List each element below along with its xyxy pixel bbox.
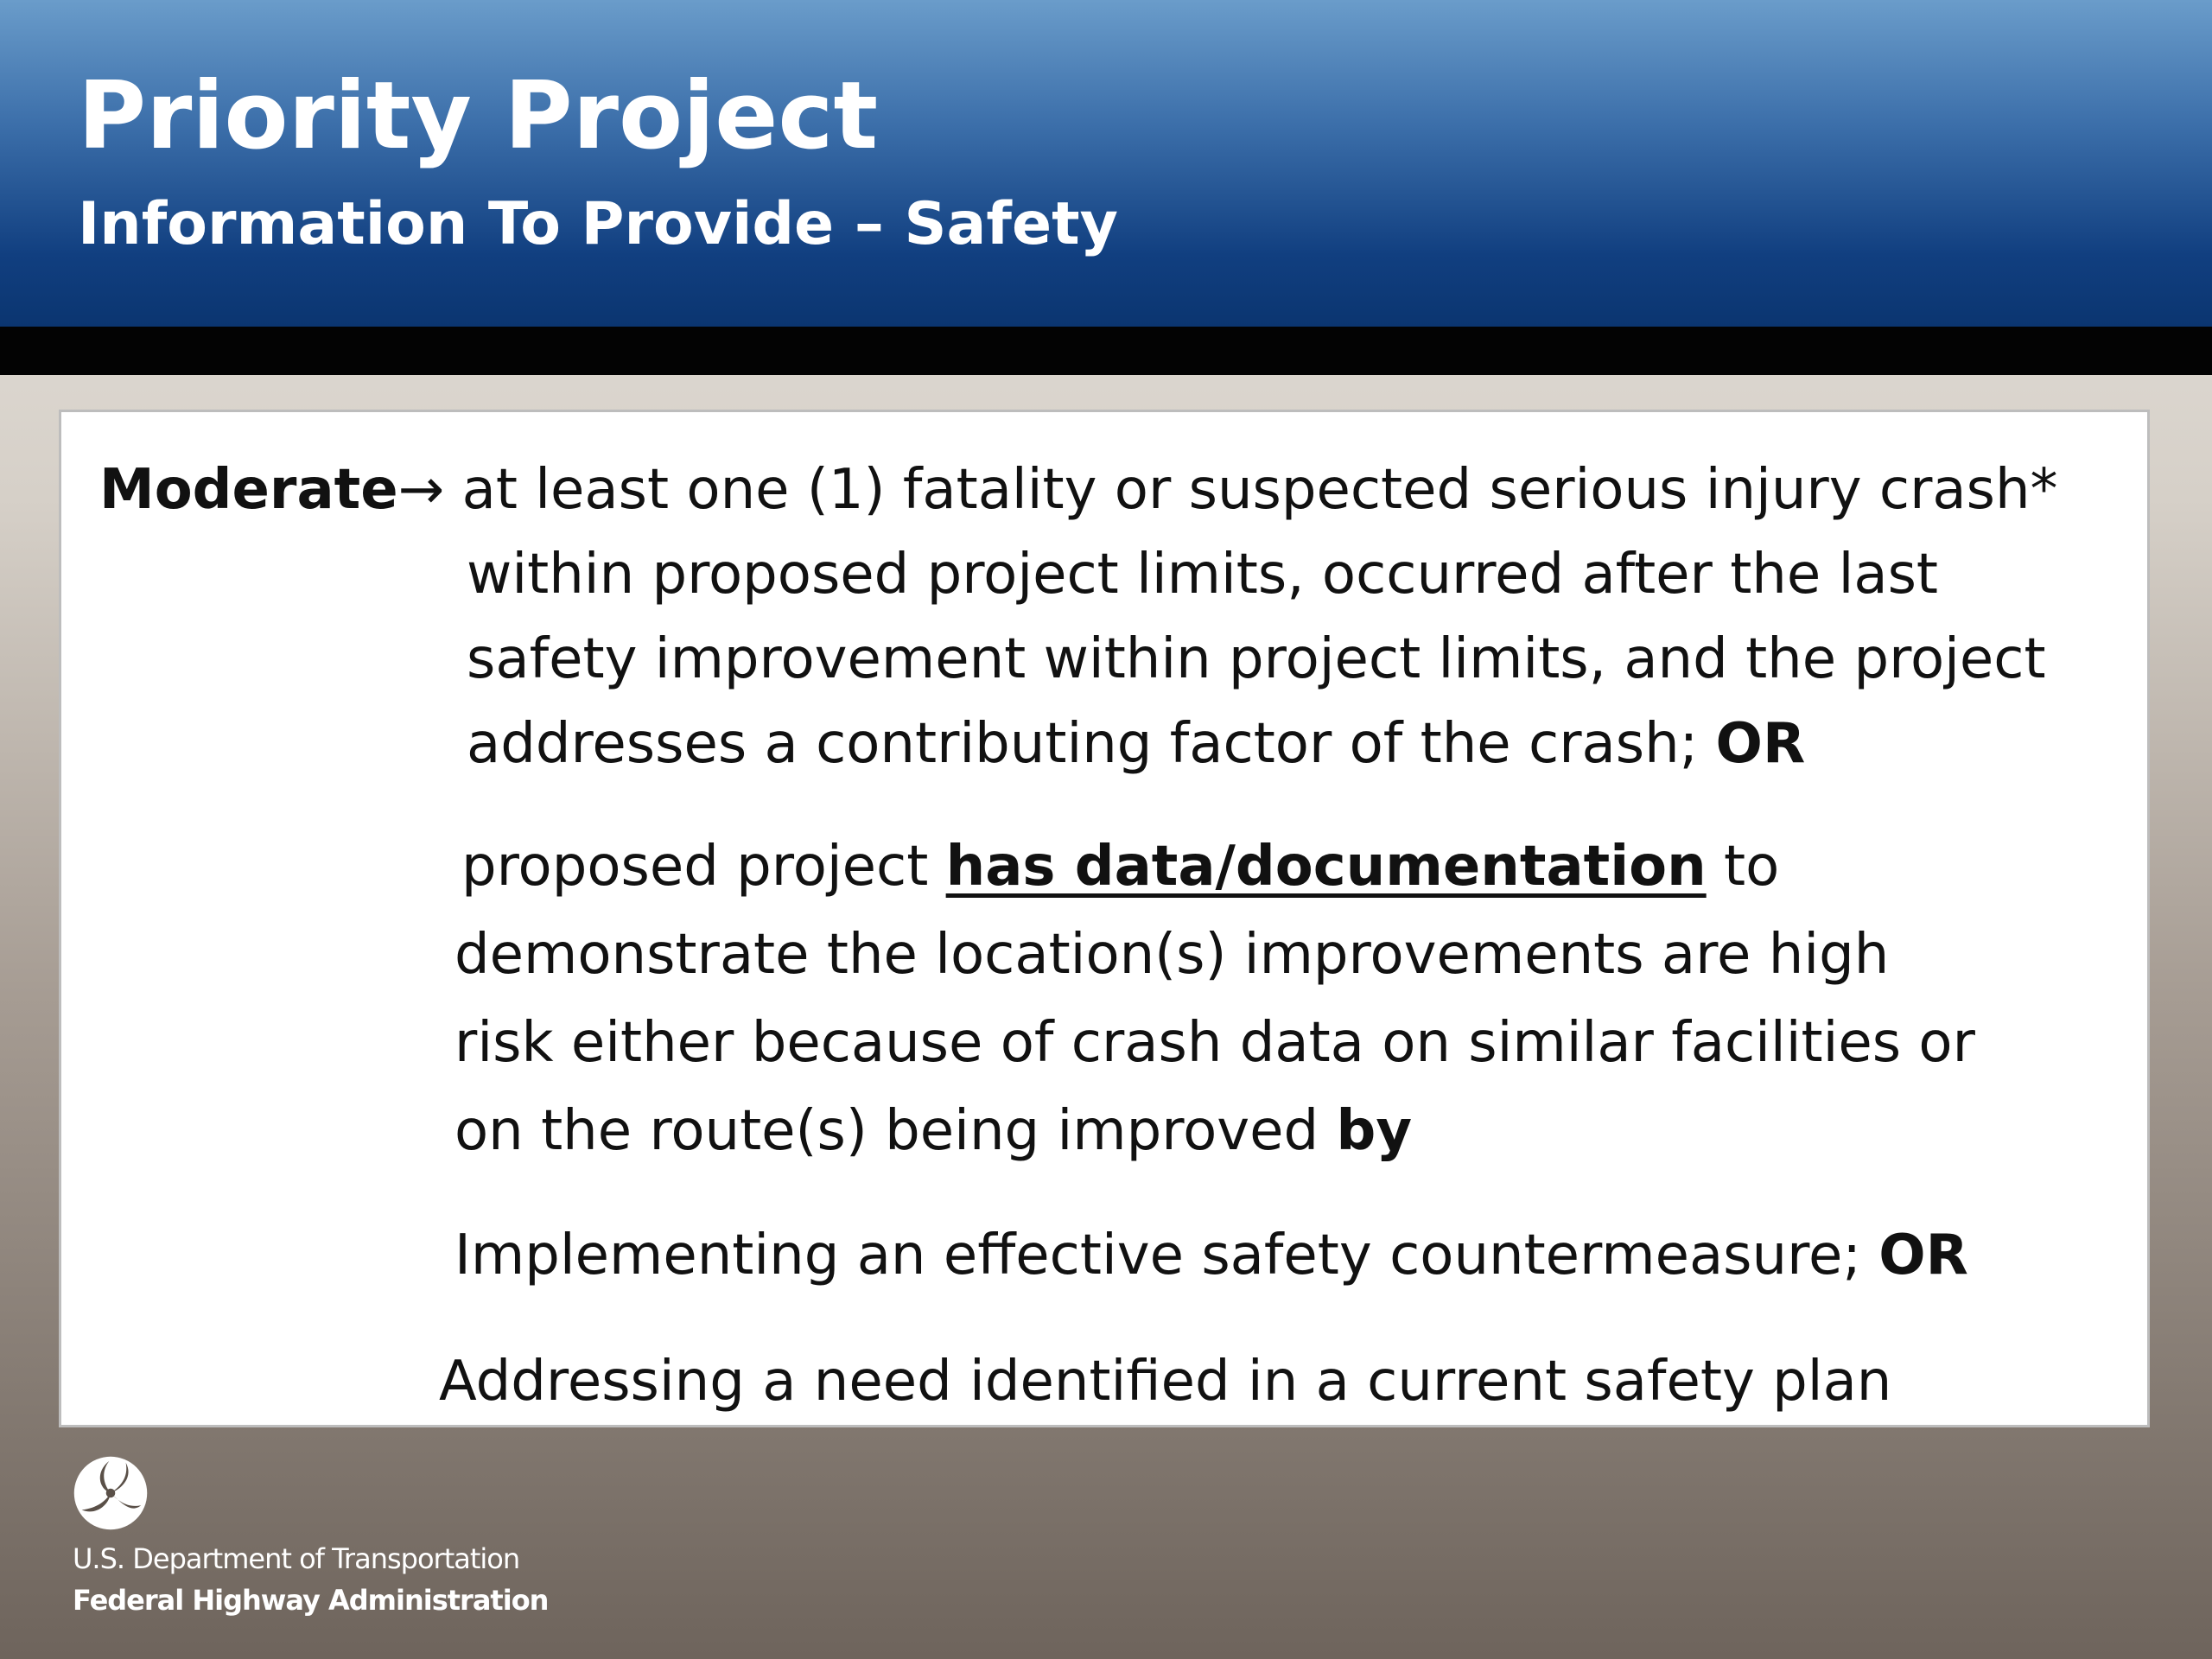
criteria-line-5 [461,832,1779,901]
criteria-line-9 [454,1221,1968,1290]
or-keyword: OR [1878,1224,1968,1287]
emphasis-underlined: has data/documentation [945,835,1707,899]
criteria-text: proposed project [461,835,946,899]
criteria-text: to [1706,835,1780,899]
footer [73,1455,556,1628]
department-name: U.S. Department of Transportation [73,1542,520,1575]
or-keyword: OR [1715,712,1806,776]
criteria-line-2: within proposed project limits, occurred after the last [467,543,1938,607]
criteria-line-4 [467,709,1805,779]
criteria-text: at least one (1) fatality or suspected serious injury crash* [461,458,2058,522]
arrow-icon: → [397,458,445,522]
content-box [59,410,2150,1427]
criteria-line-1 [99,455,2058,524]
header-divider-bar [0,327,2212,375]
moderate-label: Moderate [99,458,398,522]
criteria-text: on the route(s) being improved [454,1099,1337,1163]
criteria-text: addresses a contributing factor of the crash; [467,712,1716,776]
agency-name: Federal Highway Administration [73,1584,549,1617]
criteria-line-10: Addressing a need identified in a current safety plan [439,1350,1892,1414]
header-banner [0,0,2212,327]
dot-logo-icon [73,1455,149,1531]
criteria-line-6: demonstrate the location(s) improvements are high [454,923,1890,987]
criteria-text: Implementing an effective safety countermeasure; [454,1224,1879,1287]
slide-subtitle: Information To Provide – Safety [78,190,1118,258]
by-keyword: by [1336,1099,1413,1163]
criteria-line-3: safety improvement within project limits, and the project [467,627,2046,691]
slide-title: Priority Project [78,62,879,170]
criteria-line-7: risk either because of crash data on similar facilities or [454,1011,1975,1075]
criteria-line-8 [454,1096,1412,1166]
